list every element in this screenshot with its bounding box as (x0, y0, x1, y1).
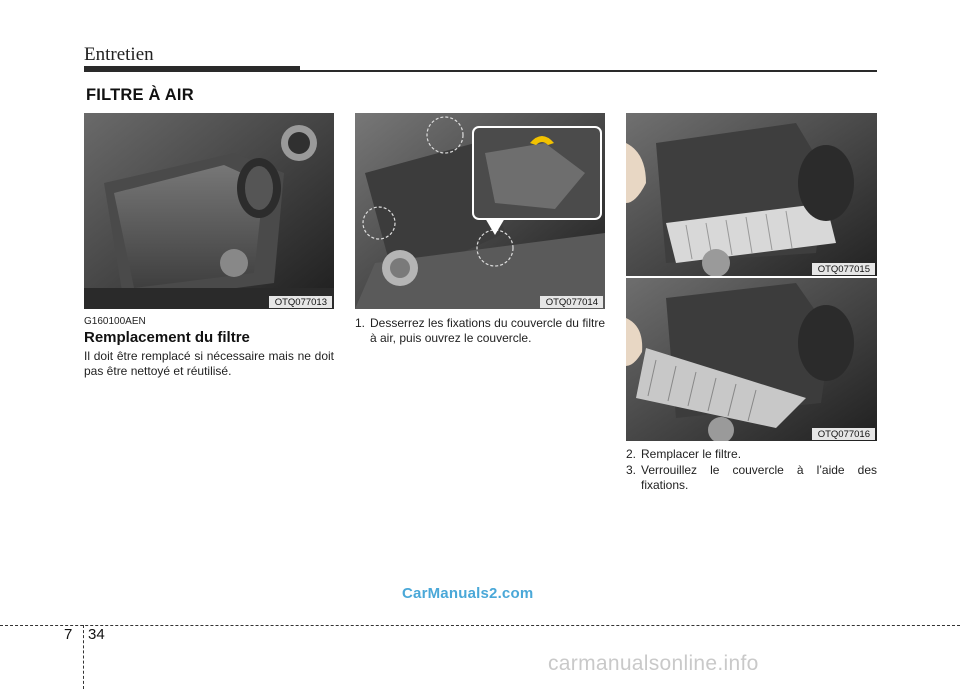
section-code: G160100AEN (84, 316, 146, 327)
photo-engine-bay (84, 113, 334, 309)
section-title: FILTRE À AIR (86, 86, 194, 104)
step-item (626, 447, 877, 462)
photo-caption: OTQ077016 (812, 428, 875, 440)
header-title: Entretien (84, 44, 154, 65)
photo-caption: OTQ077013 (269, 296, 332, 308)
header-rule (300, 70, 877, 72)
step-number: 2. (626, 447, 637, 461)
chapter-number: 7 (64, 626, 73, 643)
watermark-link[interactable]: CarManuals2.com (402, 585, 534, 602)
photo-caption: OTQ077015 (812, 263, 875, 275)
step-item (626, 463, 877, 493)
photo-filter-replace (626, 278, 877, 441)
step-item (355, 316, 605, 346)
step-text: Remplacer le filtre. (641, 447, 742, 461)
header-bar (84, 66, 300, 72)
step-number: 3. (626, 463, 637, 477)
subheading: Remplacement du filtre (84, 329, 250, 346)
site-watermark: carmanualsonline.info (548, 652, 759, 675)
step-text: Verrouillez le couvercle à l’aide des fixations. (641, 463, 877, 492)
photo-caption: OTQ077014 (540, 296, 603, 308)
photo-filter-open (626, 113, 877, 276)
body-paragraph: Il doit être remplacé si nécessaire mais ne doit pas être nettoyé et réutilisé. (84, 349, 334, 378)
footer-divider (83, 625, 84, 689)
page-number: 34 (88, 626, 105, 643)
step-text: Desserrez les fixations du couvercle du filtre à air, puis ouvrez le couvercle. (370, 316, 605, 345)
footer-rule (0, 625, 960, 626)
step-number: 1. (355, 316, 366, 330)
photo-filter-cover-clamps (355, 113, 605, 309)
